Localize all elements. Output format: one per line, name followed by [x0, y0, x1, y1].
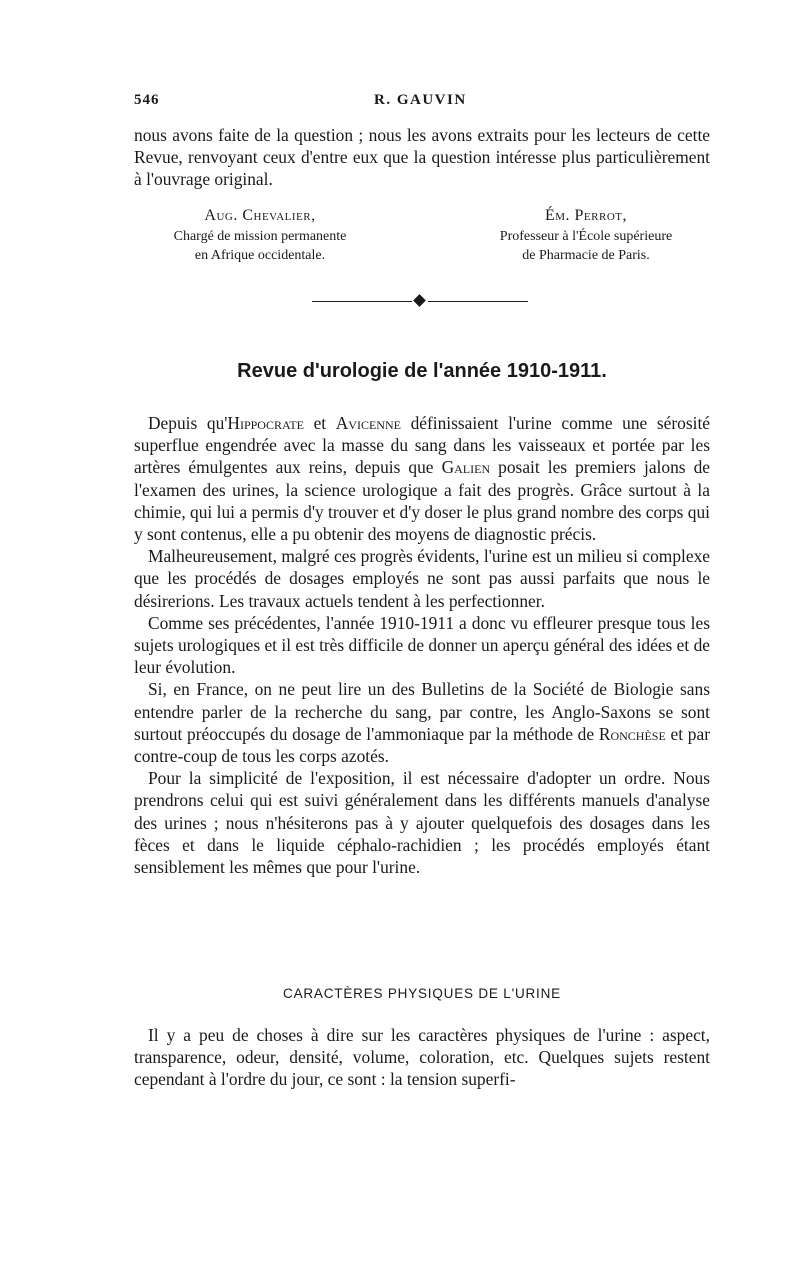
p1-text-c: définissaient l'urine comme une sérosité superflue engendrée avec la masse du sang dans les vaisseaux et portée par les artères émulgentes aux reins, depuis que — [134, 413, 710, 478]
intro-paragraph-block — [134, 124, 710, 191]
paragraph-5: Pour la simplicité de l'exposition, il est nécessaire d'adopter un ordre. Nous prendrons celui qui est suivi généralement dans les différents manuels d'analyse des urines ; nous n'hésiterons pas à y ajouter quelquefois des dosages dans les fèces et dans le liquide céphalo-rachidien ; les procédés employés étant sensiblement les mêmes que pour l'urine. — [134, 768, 710, 878]
name-avicenne: Avicenne — [335, 413, 401, 433]
paragraph-4 — [134, 678, 710, 767]
paragraph-1 — [134, 412, 710, 545]
p4-text-a: Si, en France, on ne peut lire un des Bulletins de la Société de Biologie sans entendre parler de la recherche du sang, par contre, les Anglo-Saxons se sont surtout préoccupés du dosage de l'ammoniaque par la méthode de — [134, 679, 710, 744]
signature-left — [150, 206, 370, 265]
signature-left-title-2: en Afrique occidentale. — [194, 248, 326, 263]
divider-line-right — [428, 301, 528, 302]
article-title: Revue d'urologie de l'année 1910-1911. — [237, 360, 607, 382]
section-heading: CARACTÈRES PHYSIQUES DE L'URINE — [283, 986, 561, 1001]
signature-left-name: Aug. Chevalier, — [204, 207, 316, 224]
p1-text-b: et — [303, 413, 336, 433]
divider-line-left — [312, 301, 412, 302]
section-divider — [312, 294, 528, 310]
signature-right-name: Ém. Perrot, — [544, 207, 627, 224]
paragraph-3: Comme ses précédentes, l'année 1910-1911 a donc vu effleurer presque tous les sujets urologiques et il est très difficile de donner un aperçu général des idées et de leur évolution. — [134, 612, 710, 678]
signature-right-title-2: de Pharmacie de Paris. — [522, 248, 650, 263]
paragraph-2: Malheureusement, malgré ces progrès évidents, l'urine est un milieu si complexe que les procédés de dosages employés ne sont pas aussi parfaits que nous le désirerions. Les travaux actuels tendent à les perfectionner. — [134, 546, 710, 611]
article-body — [134, 412, 710, 878]
signature-left-title-1: Chargé de mission permanente — [173, 229, 347, 244]
name-ronchese: Ronchèse — [598, 723, 666, 744]
page-header — [134, 92, 710, 116]
page-number: 546 — [134, 92, 160, 108]
running-title: R. GAUVIN — [374, 92, 467, 108]
name-galien: Galien — [441, 457, 491, 478]
intro-paragraph: nous avons faite de la question ; nous les avons extraits pour les lecteurs de cette Revue, renvoyant ceux d'entre eux que la question intéresse plus particulièrement à l'ouvrage original. — [134, 125, 710, 190]
name-hippocrate: Hippocrate — [227, 413, 304, 433]
paragraph-6: Il y a peu de choses à dire sur les caractères physiques de l'urine : aspect, transparence, odeur, densité, volume, coloration, etc. Quelques sujets restent cependant à l'ordre du jour, ce sont : la tension superfi- — [134, 1025, 710, 1090]
section-body — [134, 1024, 710, 1091]
divider-diamond-icon — [413, 294, 426, 307]
signature-right-title-1: Professeur à l'École supérieure — [499, 229, 673, 244]
p4-text-b: et par contre-coup de tous les corps azotés. — [134, 723, 711, 767]
signature-right — [462, 206, 710, 265]
p1-text-a: Depuis qu' — [148, 413, 228, 433]
p1-text-d: posait les premiers jalons de l'examen des urines, la science urologique a fait des progrès. Grâce surtout à la chimie, qui lui a permis d'y trouver et d'y doser le plus grand nombre des corps qui y sont contenus, elle a pu obtenir des moyens de diagnostic précis. — [134, 457, 710, 545]
